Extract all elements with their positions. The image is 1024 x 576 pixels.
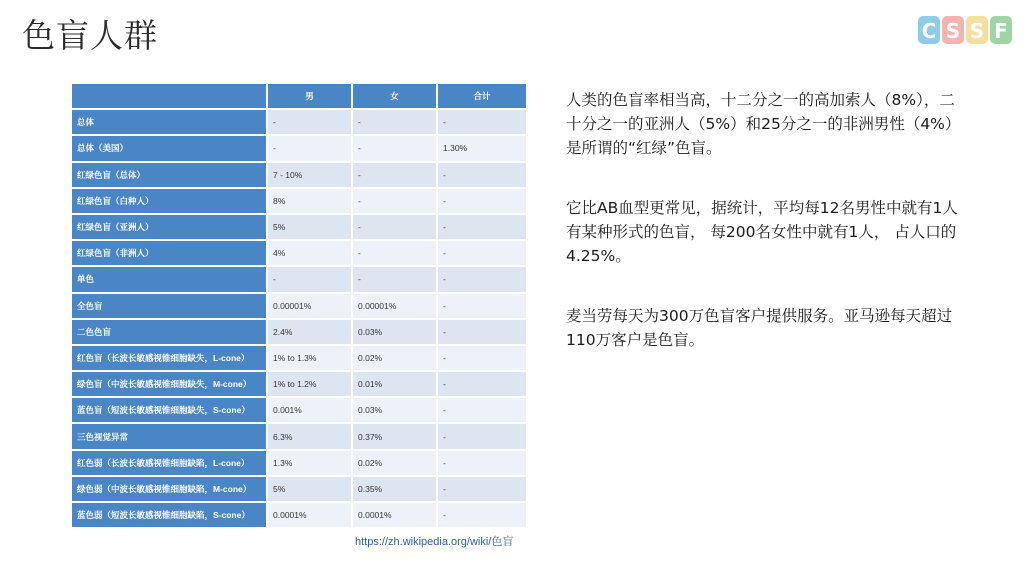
total-value: - <box>438 346 526 370</box>
row-label: 红绿色盲（亚洲人） <box>72 215 266 239</box>
female-value: - <box>353 241 436 265</box>
total-value: - <box>438 372 526 396</box>
row-label: 绿色盲（中波长敏感视锥细胞缺失，M-cone） <box>72 372 266 396</box>
female-value: 0.37% <box>353 424 436 448</box>
table-row <box>72 110 526 134</box>
total-value: - <box>438 267 526 291</box>
female-value: - <box>353 267 436 291</box>
table-row <box>72 346 526 370</box>
header-male: 男 <box>268 84 351 108</box>
female-value: 0.35% <box>353 477 436 501</box>
female-value: - <box>353 215 436 239</box>
male-value: 0.0001% <box>268 503 351 527</box>
row-label: 红绿色盲（非洲人） <box>72 241 266 265</box>
male-value: 2.4% <box>268 320 351 344</box>
row-label: 全色盲 <box>72 294 266 318</box>
header-total: 合计 <box>438 84 526 108</box>
table-row <box>72 189 526 213</box>
row-label: 三色视觉异常 <box>72 424 266 448</box>
row-label: 二色色盲 <box>72 320 266 344</box>
table-row <box>72 215 526 239</box>
table-row <box>72 294 526 318</box>
female-value: 0.01% <box>353 372 436 396</box>
male-value: 6.3% <box>268 424 351 448</box>
header-female: 女 <box>353 84 436 108</box>
row-label: 总体 <box>72 110 266 134</box>
female-value: 0.02% <box>353 451 436 475</box>
table-row <box>72 136 526 160</box>
male-value: 1.3% <box>268 451 351 475</box>
row-label: 单色 <box>72 267 266 291</box>
table-row <box>72 424 526 448</box>
table-row <box>72 372 526 396</box>
female-value: 0.00001% <box>353 294 436 318</box>
table-row <box>72 163 526 187</box>
header-corner <box>72 84 266 108</box>
total-value: - <box>438 477 526 501</box>
page-title: 色盲人群 <box>22 16 158 55</box>
total-value: - <box>438 451 526 475</box>
table-row <box>72 398 526 422</box>
logo-letter-s1: S <box>945 19 961 43</box>
male-value: 0.001% <box>268 398 351 422</box>
male-value: - <box>268 136 351 160</box>
table-row <box>72 503 526 527</box>
row-label: 绿色弱（中波长敏感视锥细胞缺陷，M-cone） <box>72 477 266 501</box>
table-row <box>72 451 526 475</box>
male-value: 1% to 1.2% <box>268 372 351 396</box>
female-value: - <box>353 189 436 213</box>
total-value: - <box>438 320 526 344</box>
paragraph-comparison: 它比AB血型更常见，据统计，平均每12名男性中就有1人有某种形式的色盲， 每200名女性中就有1人， 占人口的4.25%。 <box>566 199 958 265</box>
total-value: - <box>438 424 526 448</box>
paragraph-customers: 麦当劳每天为300万色盲客户提供服务。亚马逊每天超过110万客户是色盲。 <box>566 307 953 349</box>
row-label: 红色盲（长波长敏感视锥细胞缺失，L-cone） <box>72 346 266 370</box>
male-value: 5% <box>268 477 351 501</box>
row-label: 蓝色盲（短波长敏感视锥细胞缺失，S-cone） <box>72 398 266 422</box>
paragraph-prevalence: 人类的色盲率相当高，十二分之一的高加索人（8%），二十分之一的亚洲人（5%）和25分之一的非洲男性（4%）是所谓的“红绿”色盲。 <box>566 91 961 157</box>
female-value: - <box>353 110 436 134</box>
colorblind-stats-table <box>70 82 528 529</box>
female-value: 0.0001% <box>353 503 436 527</box>
total-value: 1.30% <box>438 136 526 160</box>
total-value: - <box>438 163 526 187</box>
total-value: - <box>438 398 526 422</box>
male-value: 1% to 1.3% <box>268 346 351 370</box>
female-value: - <box>353 163 436 187</box>
row-label: 蓝色弱（短波长敏感视锥细胞缺陷，S-cone） <box>72 503 266 527</box>
female-value: 0.02% <box>353 346 436 370</box>
total-value: - <box>438 241 526 265</box>
female-value: 0.03% <box>353 320 436 344</box>
male-value: - <box>268 110 351 134</box>
female-value: 0.03% <box>353 398 436 422</box>
table-row <box>72 267 526 291</box>
row-label: 红色弱（长波长敏感视锥细胞缺陷，L-cone） <box>72 451 266 475</box>
male-value: - <box>268 267 351 291</box>
male-value: 0.00001% <box>268 294 351 318</box>
logo-letter-s2: S <box>969 19 985 43</box>
table-row <box>72 477 526 501</box>
male-value: 8% <box>268 189 351 213</box>
male-value: 7 - 10% <box>268 163 351 187</box>
total-value: - <box>438 294 526 318</box>
source-link[interactable]: https://zh.wikipedia.org/wiki/色盲 <box>355 536 514 548</box>
cssf-logo <box>918 12 1014 48</box>
row-label: 红绿色盲（白种人） <box>72 189 266 213</box>
male-value: 5% <box>268 215 351 239</box>
logo-letter-f: F <box>994 19 1008 43</box>
row-label: 红绿色盲（总体） <box>72 163 266 187</box>
table-row <box>72 241 526 265</box>
female-value: - <box>353 136 436 160</box>
total-value: - <box>438 189 526 213</box>
male-value: 4% <box>268 241 351 265</box>
total-value: - <box>438 503 526 527</box>
row-label: 总体（美国） <box>72 136 266 160</box>
total-value: - <box>438 110 526 134</box>
logo-letter-c: C <box>921 19 937 43</box>
table-header-row <box>72 84 526 108</box>
total-value: - <box>438 215 526 239</box>
table-row <box>72 320 526 344</box>
